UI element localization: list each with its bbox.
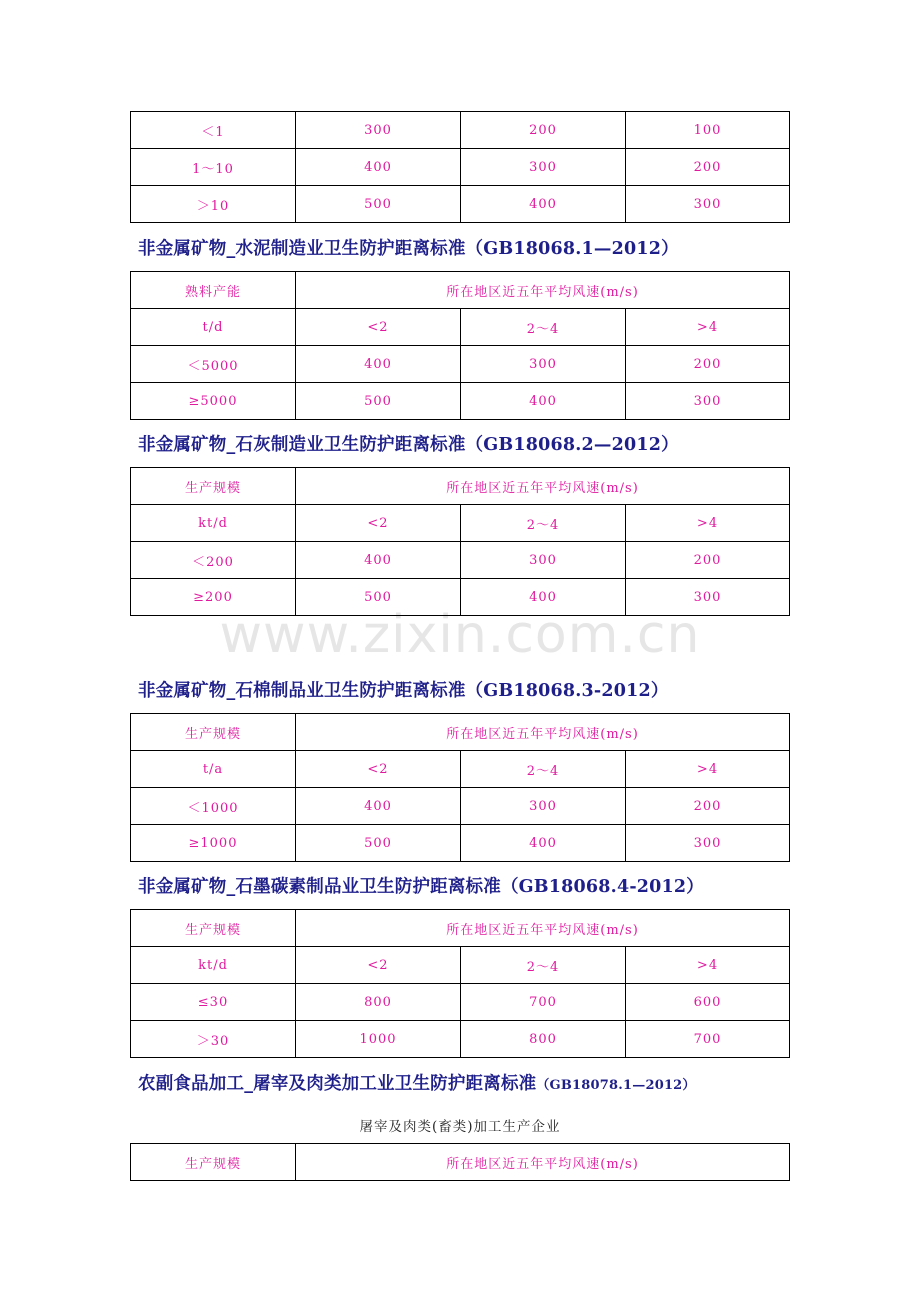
distance-table-asbestos [130, 713, 790, 862]
section-heading-slaughter [138, 1070, 696, 1095]
table-row [131, 984, 790, 1021]
speed-label: <2 [296, 309, 461, 346]
table-row [131, 542, 790, 579]
table-row [131, 1021, 790, 1058]
wind-speed-label: 所在地区近五年平均风速(m/s) [296, 714, 790, 751]
table-cell: ≥200 [131, 579, 296, 616]
column-label: 生产规模 [131, 1144, 296, 1181]
table-cell: 500 [296, 579, 461, 616]
watermark-text: www.zixin.com.cn [219, 605, 701, 665]
speed-label: 2～4 [461, 751, 626, 788]
table-cell: 400 [461, 186, 626, 223]
table-row [131, 825, 790, 862]
table-cell: 300 [461, 149, 626, 186]
table-cell: 400 [461, 825, 626, 862]
table-row [131, 112, 790, 149]
table-row [131, 579, 790, 616]
table-cell: ＜5000 [131, 346, 296, 383]
distance-table-cement [130, 271, 790, 420]
speed-label: >4 [626, 751, 790, 788]
table-header-row [131, 714, 790, 751]
table-caption: 屠宰及肉类(畜类)加工生产企业 [359, 1119, 561, 1135]
wind-speed-label: 所在地区近五年平均风速(m/s) [296, 1144, 790, 1181]
section-heading-asbestos: 非金属矿物_石棉制品业卫生防护距离标准（GB18068.3-2012） [138, 681, 669, 701]
section-heading-code: （GB18078.1—2012） [536, 1078, 696, 1093]
table-cell: 300 [626, 579, 790, 616]
table-cell: 1～10 [131, 149, 296, 186]
table-cell: 500 [296, 186, 461, 223]
table-cell: 200 [626, 542, 790, 579]
table-header-row [131, 468, 790, 505]
distance-table-continued [130, 111, 790, 223]
table-cell: 700 [626, 1021, 790, 1058]
table-cell: 400 [296, 788, 461, 825]
table-cell: 400 [296, 346, 461, 383]
section-heading-cement: 非金属矿物_水泥制造业卫生防护距离标准（GB18068.1—2012） [138, 239, 679, 259]
speed-label: >4 [626, 505, 790, 542]
table-row [131, 346, 790, 383]
speed-label: <2 [296, 947, 461, 984]
table-header-row [131, 910, 790, 947]
table-cell: 400 [296, 542, 461, 579]
unit-label: t/a [131, 751, 296, 788]
table-cell: 100 [626, 112, 790, 149]
table-cell: 400 [296, 149, 461, 186]
table-cell: 400 [461, 383, 626, 420]
wind-speed-label: 所在地区近五年平均风速(m/s) [296, 272, 790, 309]
speed-label: 2～4 [461, 505, 626, 542]
table-cell: 500 [296, 383, 461, 420]
table-cell: 300 [461, 346, 626, 383]
table-cell: ≥1000 [131, 825, 296, 862]
table-cell: 300 [296, 112, 461, 149]
table-row [131, 149, 790, 186]
table-cell: 700 [461, 984, 626, 1021]
table-cell: 200 [626, 149, 790, 186]
table-header-row [131, 751, 790, 788]
table-header-row [131, 947, 790, 984]
table-cell: 300 [626, 383, 790, 420]
unit-label: kt/d [131, 947, 296, 984]
table-cell: ≤30 [131, 984, 296, 1021]
unit-label: t/d [131, 309, 296, 346]
table-cell: 200 [626, 346, 790, 383]
section-heading-lime: 非金属矿物_石灰制造业卫生防护距离标准（GB18068.2—2012） [138, 435, 679, 455]
speed-label: <2 [296, 751, 461, 788]
speed-label: >4 [626, 309, 790, 346]
table-cell: ＞10 [131, 186, 296, 223]
distance-table-lime [130, 467, 790, 616]
table-cell: 300 [461, 788, 626, 825]
table-cell: ＜200 [131, 542, 296, 579]
table-cell: ≥5000 [131, 383, 296, 420]
column-label: 生产规模 [131, 714, 296, 751]
table-cell: 200 [461, 112, 626, 149]
table-cell: ＜1 [131, 112, 296, 149]
distance-table-graphite [130, 909, 790, 1058]
speed-label: 2～4 [461, 309, 626, 346]
wind-speed-label: 所在地区近五年平均风速(m/s) [296, 910, 790, 947]
table-cell: 600 [626, 984, 790, 1021]
column-label: 生产规模 [131, 468, 296, 505]
table-cell: ＜1000 [131, 788, 296, 825]
speed-label: <2 [296, 505, 461, 542]
table-header-row [131, 505, 790, 542]
section-heading-graphite: 非金属矿物_石墨碳素制品业卫生防护距离标准（GB18068.4-2012） [138, 877, 705, 897]
table-cell: 300 [626, 186, 790, 223]
table-header-row [131, 1144, 790, 1181]
column-label: 熟料产能 [131, 272, 296, 309]
wind-speed-label: 所在地区近五年平均风速(m/s) [296, 468, 790, 505]
column-label: 生产规模 [131, 910, 296, 947]
distance-table-slaughter [130, 1143, 790, 1181]
table-cell: 300 [461, 542, 626, 579]
section-heading-text: 农副食品加工_屠宰及肉类加工业卫生防护距离标准 [138, 1074, 537, 1094]
table-row [131, 383, 790, 420]
table-cell: 1000 [296, 1021, 461, 1058]
table-cell: 300 [626, 825, 790, 862]
table-header-row [131, 309, 790, 346]
table-row [131, 186, 790, 223]
table-cell: 200 [626, 788, 790, 825]
table-row [131, 788, 790, 825]
speed-label: 2～4 [461, 947, 626, 984]
table-cell: 500 [296, 825, 461, 862]
table-cell: ＞30 [131, 1021, 296, 1058]
table-header-row [131, 272, 790, 309]
table-cell: 400 [461, 579, 626, 616]
table-cell: 800 [296, 984, 461, 1021]
unit-label: kt/d [131, 505, 296, 542]
speed-label: >4 [626, 947, 790, 984]
table-cell: 800 [461, 1021, 626, 1058]
